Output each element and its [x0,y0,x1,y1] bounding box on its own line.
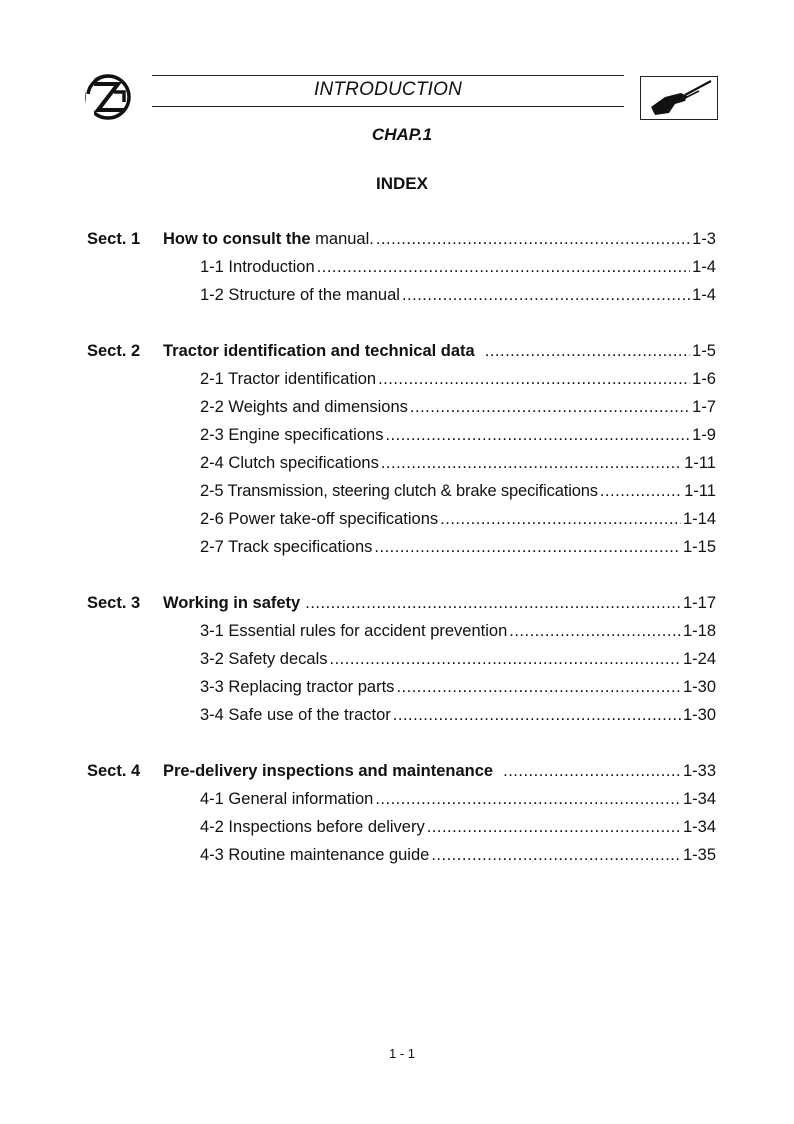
toc-subsection-entry[interactable] [200,676,716,698]
subsection-title: 3-1 Essential rules for accident prevention [200,622,508,640]
subsection-title: 3-4 Safe use of the tractor [200,706,391,724]
subsection-title: 4-2 Inspections before delivery [200,818,425,836]
subsection-title: 2-4 Clutch specifications [200,454,379,472]
section-label: Sect. 1 [87,230,141,248]
leader-dots [375,788,681,810]
toc-subsection-entry[interactable] [200,816,716,838]
toc-subsection-entry[interactable] [200,256,716,278]
subsection-title: 2-6 Power take-off specifications [200,510,439,528]
subsection-title: 4-3 Routine maintenance guide [200,846,430,864]
subsection-title: 3-3 Replacing tractor parts [200,678,395,696]
leader-dots [374,536,681,558]
page-number: 1 - 1 [388,1046,415,1061]
subsection-title: 3-2 Safety decals [200,650,328,668]
toc-subsection-entry[interactable] [200,480,716,502]
chapter-label: CHAP.1 [371,125,433,144]
section-title: Pre-delivery inspections and maintenance [163,762,494,780]
leader-dots [376,228,690,250]
toc-subsection-entry[interactable] [200,620,716,642]
page-reference: 1-18 [682,622,716,640]
page-reference: 1-11 [684,482,716,500]
ll-logo-icon [84,72,134,122]
toc-section-entry[interactable] [163,228,716,250]
leader-dots [509,620,681,642]
toc-section-entry[interactable] [163,592,716,614]
page-reference: 1-11 [684,454,716,472]
page-reference: 1-35 [682,846,716,864]
page-reference: 1-34 [682,818,716,836]
toc-section-entry[interactable] [163,340,716,362]
page-reference: 1-9 [692,426,716,444]
toc-subsection-entry[interactable] [200,284,716,306]
pointing-hand-icon [640,76,718,120]
page-reference: 1-30 [682,706,716,724]
toc-subsection-entry[interactable] [200,396,716,418]
leader-dots [431,844,681,866]
leader-dots [427,816,681,838]
subsection-title: 2-7 Track specifications [200,538,373,556]
toc-subsection-entry[interactable] [200,648,716,670]
page-reference: 1-24 [682,650,716,668]
index-title: INDEX [376,174,428,193]
page-reference: 1-4 [692,258,716,276]
section-label: Sect. 3 [87,594,141,612]
header-title: INTRODUCTION [313,79,463,100]
section-title: How to consult the [163,230,311,248]
toc-subsection-entry[interactable] [200,844,716,866]
leader-dots [385,424,690,446]
page-reference: 1-5 [692,342,716,360]
leader-dots [378,368,690,390]
leader-dots [503,760,681,782]
toc-subsection-entry[interactable] [200,424,716,446]
section-label: Sect. 4 [87,762,141,780]
subsection-title: 1-1 Introduction [200,258,315,276]
page-reference: 1-3 [692,230,716,248]
leader-dots [317,256,690,278]
leader-dots [600,480,682,502]
page-reference: 1-14 [682,510,716,528]
page-reference: 1-30 [682,678,716,696]
leader-dots [396,676,681,698]
header-rule-bottom [152,106,624,107]
toc-subsection-entry[interactable] [200,452,716,474]
page-reference: 1-7 [692,398,716,416]
page-reference: 1-34 [682,790,716,808]
toc-subsection-entry[interactable] [200,508,716,530]
subsection-title: 2-3 Engine specifications [200,426,384,444]
toc-subsection-entry[interactable] [200,704,716,726]
leader-dots [440,508,681,530]
page-reference: 1-6 [692,370,716,388]
subsection-title: 2-2 Weights and dimensions [200,398,408,416]
toc-section-entry[interactable] [163,760,716,782]
page-reference: 1-4 [692,286,716,304]
page-reference: 1-17 [682,594,716,612]
toc-subsection-entry[interactable] [200,368,716,390]
header-rule-top [152,75,624,76]
leader-dots [410,396,690,418]
section-label: Sect. 2 [87,342,141,360]
leader-dots [402,284,690,306]
subsection-title: 1-2 Structure of the manual [200,286,400,304]
toc-subsection-entry[interactable] [200,788,716,810]
toc-subsection-entry[interactable] [200,536,716,558]
section-title: Tractor identification and technical data [163,342,475,360]
leader-dots [381,452,682,474]
section-title: Working in safety [163,594,301,612]
leader-dots [330,648,681,670]
leader-dots [485,340,690,362]
section-title-rest: manual. [310,230,374,248]
subsection-title: 4-1 General information [200,790,374,808]
subsection-title: 2-5 Transmission, steering clutch & brake specifications [200,482,598,500]
page-reference: 1-33 [682,762,716,780]
leader-dots [305,592,681,614]
leader-dots [393,704,681,726]
subsection-title: 2-1 Tractor identification [200,370,377,388]
page-reference: 1-15 [682,538,716,556]
